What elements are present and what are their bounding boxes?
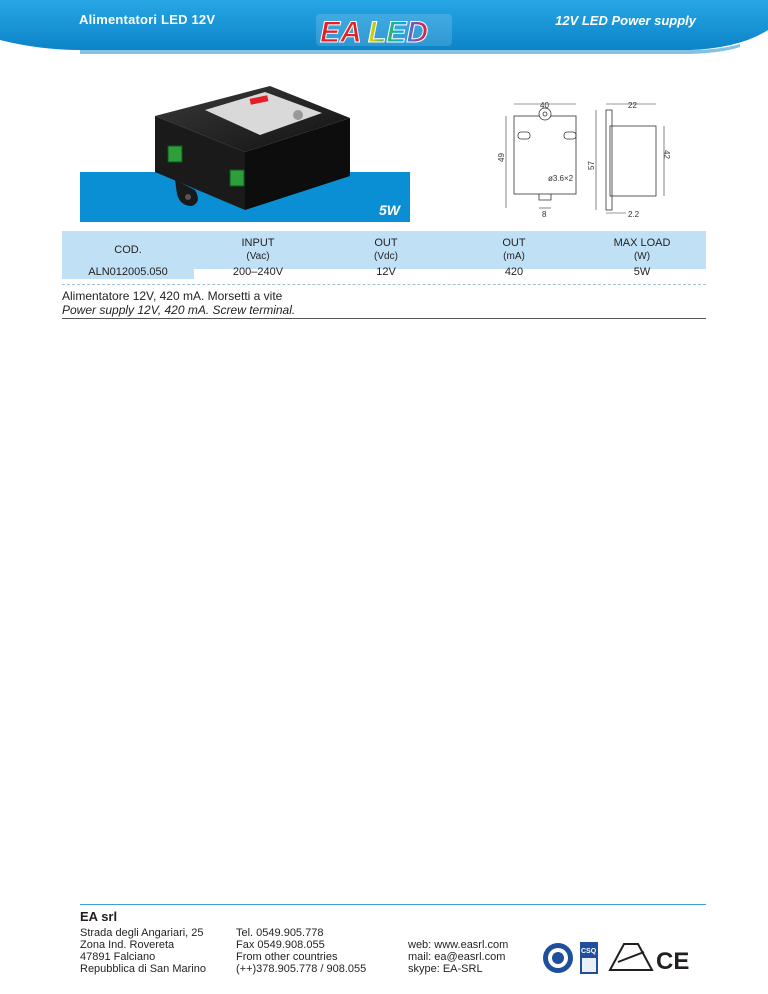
phone-line: From other countries bbox=[236, 951, 338, 963]
cell-max-load: 5W bbox=[633, 266, 651, 278]
dim-flange-label: 2.2 bbox=[628, 210, 640, 219]
product-code: ALN012005.050 bbox=[62, 265, 194, 279]
dim-height-left-label: 49 bbox=[497, 153, 506, 162]
col-header-max-load: MAX LOAD (W) bbox=[613, 237, 671, 262]
dim-height-total-label: 57 bbox=[587, 161, 596, 170]
footer-phones bbox=[236, 927, 366, 975]
product-photo bbox=[150, 80, 360, 225]
logo-led-text: LED bbox=[368, 16, 428, 49]
table-row bbox=[62, 266, 706, 280]
web-link[interactable]: web: www.easrl.com bbox=[408, 939, 509, 951]
ce-mark-icon: CE bbox=[656, 948, 690, 975]
cell-out-vdc: 12V bbox=[376, 266, 396, 278]
description-english: Power supply 12V, 420 mA. Screw terminal. bbox=[62, 303, 296, 317]
phone-line: Tel. 0549.905.778 bbox=[236, 927, 324, 939]
dim-tab-label: 8 bbox=[542, 210, 547, 219]
description-italian: Alimentatore 12V, 420 mA. Morsetti a vite bbox=[62, 289, 283, 303]
col-header-out-vdc: OUT (Vdc) bbox=[374, 237, 398, 262]
address-line: 47891 Falciano bbox=[80, 951, 156, 963]
footer-divider bbox=[80, 904, 706, 905]
header-right-title: 12V LED Power supply bbox=[555, 13, 696, 28]
address-line: Zona Ind. Rovereta bbox=[80, 939, 175, 951]
phone-line: (++)378.905.778 / 908.055 bbox=[236, 963, 367, 975]
company-name: EA srl bbox=[80, 909, 118, 924]
enec-mark-icon bbox=[610, 944, 652, 970]
col-header-out-ma: OUT (mA) bbox=[502, 237, 526, 262]
row-divider bbox=[62, 284, 706, 285]
csq-logo-icon bbox=[580, 942, 598, 974]
svg-text:CSQ: CSQ bbox=[581, 948, 597, 955]
technical-drawing bbox=[498, 96, 678, 231]
dim-width-label: 40 bbox=[540, 101, 549, 110]
phone-line: Fax 0549.908.055 bbox=[236, 939, 325, 951]
page-header bbox=[0, 0, 768, 50]
header-left-title: Alimentatori LED 12V bbox=[79, 12, 216, 27]
section-divider bbox=[62, 318, 706, 319]
dim-depth-label: 22 bbox=[628, 101, 637, 110]
footer-address bbox=[80, 927, 206, 975]
mail-link[interactable]: mail: ea@easrl.com bbox=[408, 951, 506, 963]
certification-logos bbox=[542, 940, 692, 981]
dim-hole-label: ø3.6×2 bbox=[548, 174, 574, 183]
power-badge: 5W bbox=[379, 202, 400, 218]
iso-seal-icon bbox=[543, 943, 573, 973]
logo-ea-text: EA bbox=[320, 16, 362, 49]
col-header-input: INPUT (Vac) bbox=[241, 237, 275, 262]
address-line: Strada degli Angariari, 25 bbox=[80, 927, 204, 939]
col-header-cod: COD. bbox=[114, 243, 142, 256]
cell-input: 200–240V bbox=[232, 266, 284, 278]
spec-table-header bbox=[62, 231, 706, 269]
footer-web bbox=[408, 939, 508, 975]
skype-line: skype: EA-SRL bbox=[408, 963, 483, 975]
cell-out-ma: 420 bbox=[504, 266, 524, 278]
address-line: Repubblica di San Marino bbox=[80, 963, 206, 975]
dim-height-right-label: 42 bbox=[662, 150, 671, 159]
